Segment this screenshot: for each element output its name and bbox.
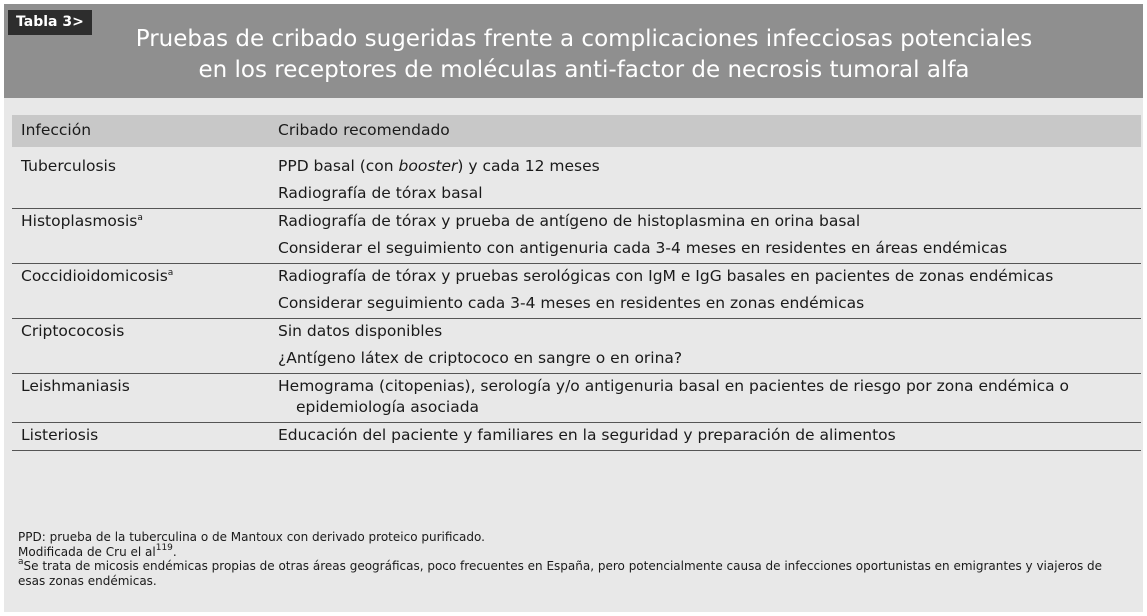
title-line-2: en los receptores de moléculas anti-factor de necrosis tumoral alfa bbox=[198, 57, 970, 83]
screening-item: PPD basal (con booster) y cada 12 meses bbox=[278, 157, 600, 175]
infection-cell bbox=[12, 319, 268, 374]
screening-cell bbox=[268, 423, 1141, 451]
screening-item: Considerar seguimiento cada 3-4 meses en residentes en zonas endémicas bbox=[278, 294, 865, 312]
infection-name: Histoplasmosis bbox=[21, 212, 138, 230]
screening-item: ¿Antígeno látex de criptococo en sangre o en orina? bbox=[278, 349, 683, 367]
table-row bbox=[12, 319, 1141, 374]
screening-cell bbox=[268, 147, 1141, 209]
footnote-marker: a bbox=[167, 268, 174, 278]
footnote-a: $^a$Se trata de micosis endémicas propias de otras áreas geográficas, poco frecuentes en España, pero potencialmente causa de infecciones oportunistas en emigrantes y viajeros de esas zonas endémicas. bbox=[18, 557, 1103, 588]
infection-cell bbox=[12, 423, 268, 451]
table-header-band bbox=[4, 4, 1143, 98]
screening-cell bbox=[268, 374, 1141, 423]
screening-cell bbox=[268, 209, 1141, 264]
infection-cell bbox=[12, 374, 268, 423]
infection-name: Tuberculosis bbox=[21, 157, 116, 175]
table-frame bbox=[4, 4, 1143, 612]
table-row bbox=[12, 264, 1141, 319]
table-title bbox=[84, 24, 1084, 86]
table-footnotes bbox=[18, 530, 1128, 588]
screening-item: Sin datos disponibles bbox=[278, 322, 443, 340]
screening-item: Radiografía de tórax y prueba de antígeno de histoplasmina en orina basal bbox=[278, 212, 861, 230]
infection-cell bbox=[12, 264, 268, 319]
screening-item: Radiografía de tórax y pruebas serológicas con IgM e IgG basales en pacientes de zonas endémicas bbox=[278, 267, 1054, 285]
table-row bbox=[12, 374, 1141, 423]
table-tag: Tabla 3> bbox=[8, 10, 92, 35]
table-row bbox=[12, 147, 1141, 209]
table-body bbox=[12, 147, 1141, 451]
header-infection: Infección bbox=[12, 115, 268, 147]
screening-item: Considerar el seguimiento con antigenuria cada 3-4 meses en residentes en áreas endémicas bbox=[278, 239, 1008, 257]
infection-name: Listeriosis bbox=[21, 426, 99, 444]
infection-name: Coccidioidomicosis bbox=[21, 267, 168, 285]
footnote-source: Modificada de Cru el $al^{119}$. bbox=[18, 542, 177, 559]
screening-item: Radiografía de tórax basal bbox=[278, 184, 483, 202]
footnote-marker: a bbox=[137, 213, 143, 223]
infection-name: Criptococosis bbox=[21, 322, 125, 340]
screening-cell bbox=[268, 264, 1141, 319]
header-screening: Cribado recomendado bbox=[268, 115, 1141, 147]
screening-table bbox=[12, 115, 1141, 451]
table-header-row bbox=[12, 115, 1141, 147]
infection-name: Leishmaniasis bbox=[21, 377, 130, 395]
screening-cell bbox=[268, 319, 1141, 374]
table-row bbox=[12, 423, 1141, 451]
screening-item: Educación del paciente y familiares en la seguridad y preparación de alimentos bbox=[278, 426, 896, 444]
screening-item: Hemograma (citopenias), serología y/o antigenuria basal en pacientes de riesgo por zona endémica o epidemiología asociada bbox=[278, 377, 1070, 416]
table-row bbox=[12, 209, 1141, 264]
infection-cell bbox=[12, 209, 268, 264]
infection-cell bbox=[12, 147, 268, 209]
title-line-1: Pruebas de cribado sugeridas frente a complicaciones infecciosas potenciales bbox=[135, 26, 1033, 52]
footnote-ppd: PPD: prueba de la tuberculina o de Mantoux con derivado proteico purificado. bbox=[18, 530, 485, 544]
